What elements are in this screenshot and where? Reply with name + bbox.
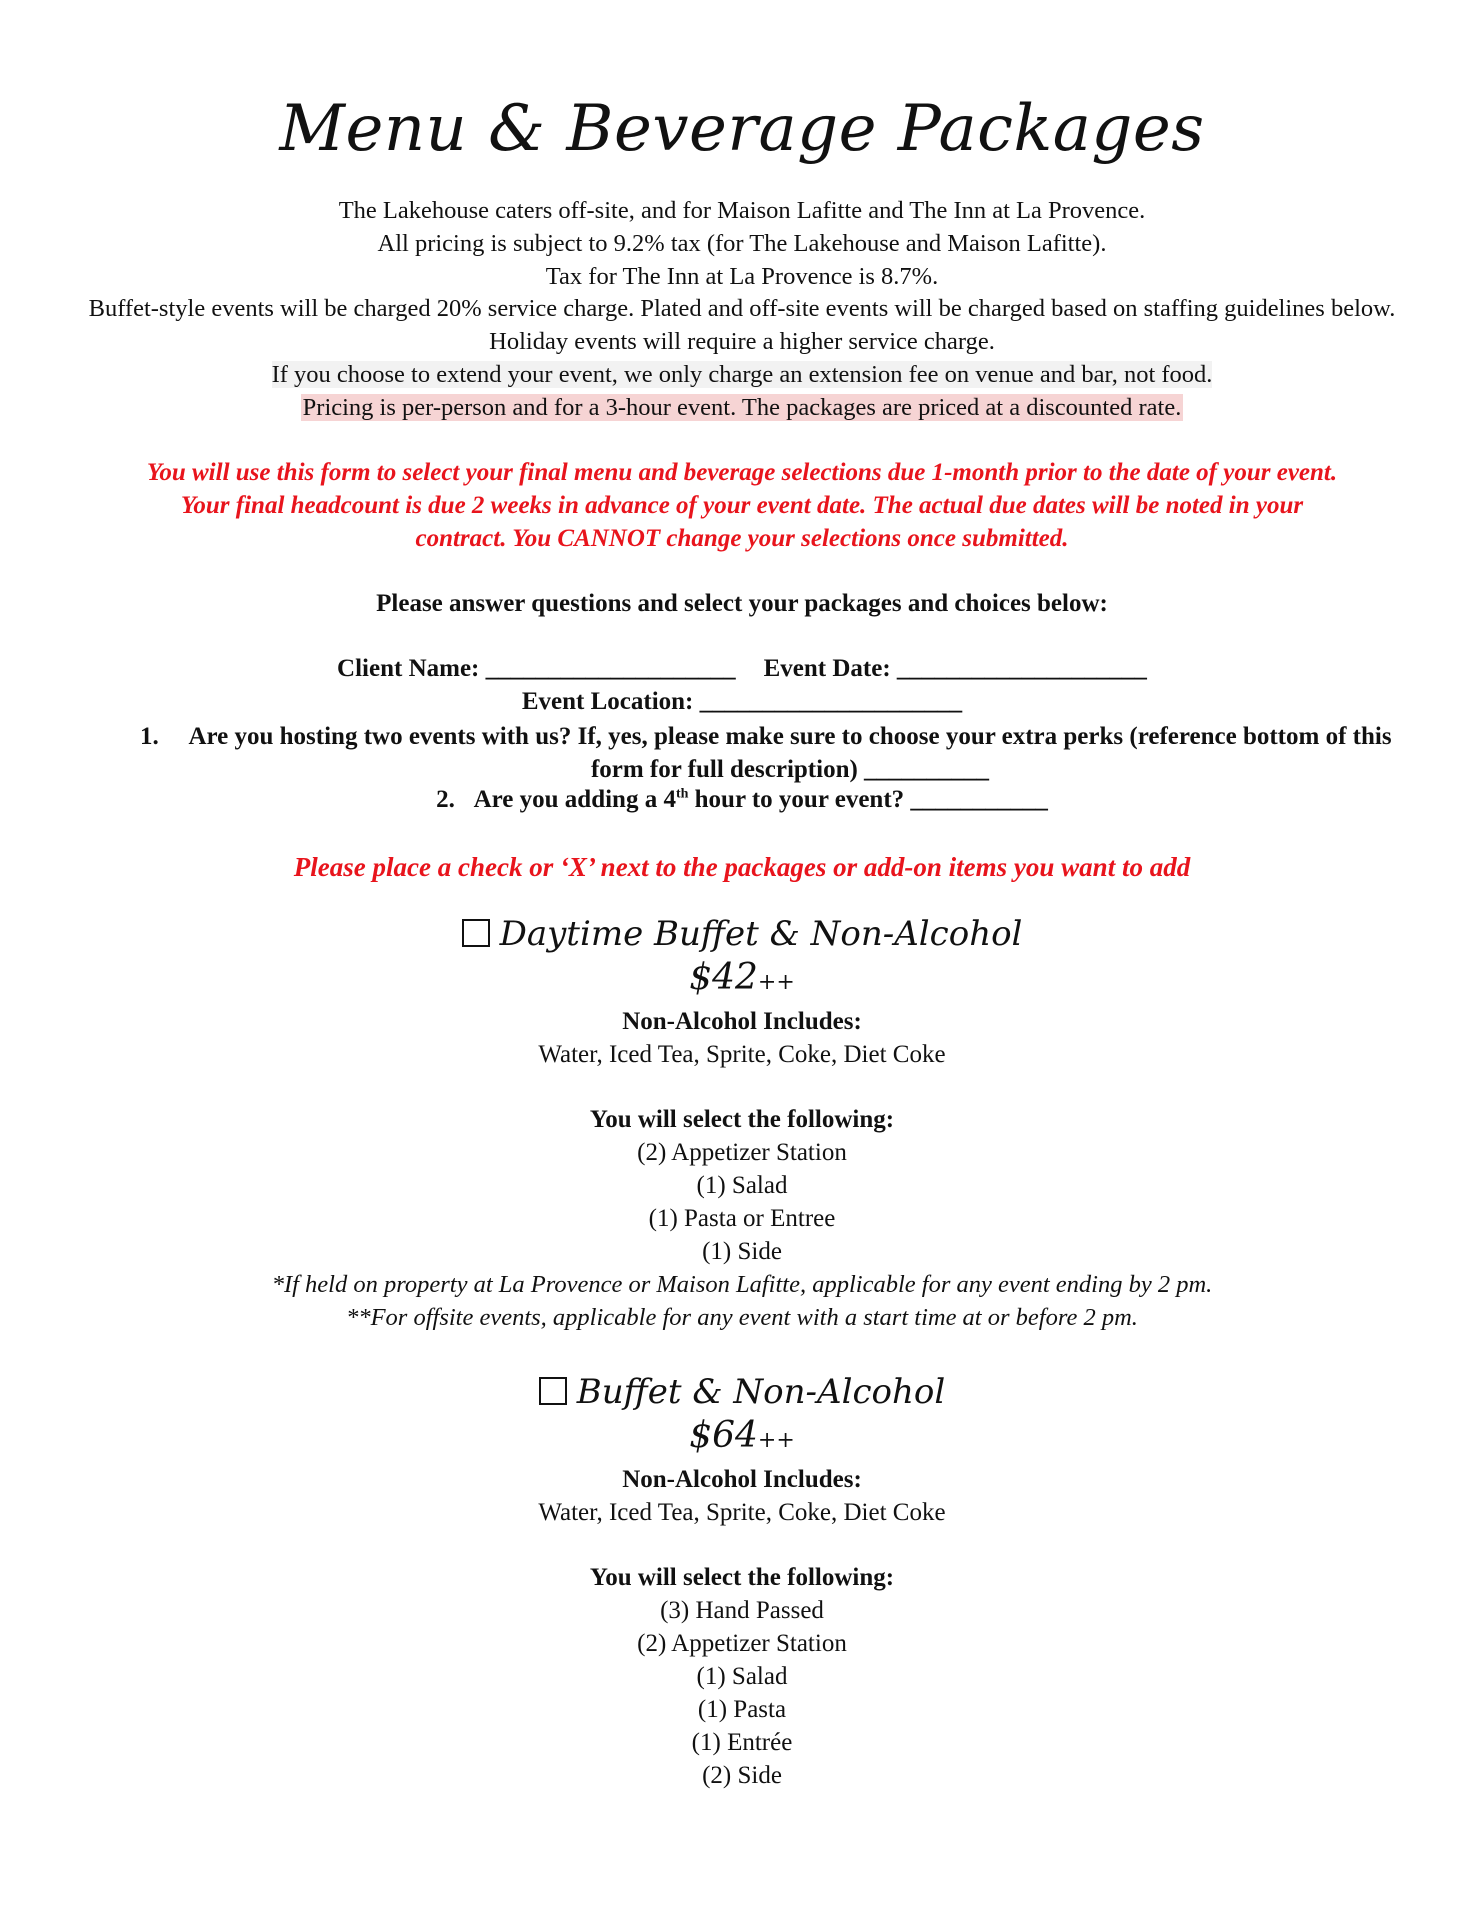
question-2-text-end[interactable]: hour to your event? ___________ bbox=[688, 786, 1048, 813]
menu-item: (3) Hand Passed bbox=[660, 1597, 824, 1624]
menu-item: (1) Pasta bbox=[697, 1696, 787, 1723]
package-name: Buffet & Non-Alcohol bbox=[576, 1372, 946, 1412]
package-daytime-buffet bbox=[0, 912, 1484, 1334]
price-value: $64 bbox=[689, 1415, 758, 1456]
price-suffix: ++ bbox=[757, 970, 795, 995]
includes-list: Water, Iced Tea, Sprite, Coke, Diet Coke bbox=[538, 1499, 946, 1526]
deadline-warning bbox=[80, 456, 1404, 555]
menu-item: (1) Salad bbox=[696, 1663, 788, 1690]
price-suffix: ++ bbox=[757, 1428, 795, 1453]
package-price bbox=[0, 1414, 1484, 1463]
event-date-field[interactable]: Event Date: ____________________ bbox=[763, 655, 1147, 682]
package-checkbox[interactable] bbox=[462, 919, 490, 947]
event-location-row bbox=[0, 688, 1484, 716]
pricing-note: Pricing is per-person and for a 3-hour event. The packages are priced at a discounted rate. bbox=[302, 393, 1182, 421]
warning-line: Your final headcount is due 2 weeks in advance of your event date. The actual due dates will be noted in your bbox=[180, 492, 1304, 519]
question-2 bbox=[0, 786, 1484, 814]
client-fields-row bbox=[0, 655, 1484, 683]
intro-line: The Lakehouse caters off-site, and for Maison Lafitte and The Inn at La Provence. bbox=[338, 197, 1146, 224]
menu-item: (2) Side bbox=[702, 1762, 782, 1789]
includes-list: Water, Iced Tea, Sprite, Coke, Diet Coke bbox=[538, 1041, 946, 1068]
package-heading bbox=[0, 1370, 1484, 1414]
warning-line: contract. You CANNOT change your selections once submitted. bbox=[415, 525, 1069, 552]
menu-item: (1) Pasta or Entree bbox=[648, 1205, 836, 1232]
package-checkbox[interactable] bbox=[539, 1377, 567, 1405]
intro-line: All pricing is subject to 9.2% tax (for The Lakehouse and Maison Lafitte). bbox=[377, 229, 1107, 257]
package-price bbox=[0, 956, 1484, 1005]
event-location-field[interactable]: Event Location: _____________________ bbox=[521, 688, 963, 715]
menu-item: (1) Salad bbox=[696, 1172, 788, 1199]
menu-item: (1) Side bbox=[702, 1238, 782, 1265]
includes-heading: Non-Alcohol Includes: bbox=[622, 1008, 862, 1035]
intro-line bbox=[60, 359, 1424, 392]
question-1 bbox=[142, 720, 1394, 786]
price-value: $42 bbox=[689, 957, 758, 998]
menu-item: (2) Appetizer Station bbox=[637, 1630, 847, 1657]
question-number: 1. bbox=[140, 723, 159, 750]
package-name: Daytime Buffet & Non-Alcohol bbox=[499, 914, 1023, 954]
select-heading: You will select the following: bbox=[589, 1106, 895, 1133]
intro-line: Tax for The Inn at La Provence is 8.7%. bbox=[545, 262, 939, 290]
package-buffet bbox=[0, 1370, 1484, 1792]
package-note: *If held on property at La Provence or Maison Lafitte, applicable for any event ending by 2 pm. bbox=[271, 1271, 1213, 1298]
intro-text bbox=[60, 195, 1424, 425]
package-heading bbox=[0, 912, 1484, 956]
client-name-field[interactable]: Client Name: ____________________ bbox=[337, 655, 736, 682]
select-heading: You will select the following: bbox=[589, 1564, 895, 1591]
page-title: Menu & Beverage Packages bbox=[279, 92, 1205, 166]
warning-line: You will use this form to select your final menu and beverage selections due 1-month prior to the date of your event. bbox=[146, 459, 1338, 486]
intro-line-highlighted bbox=[60, 392, 1424, 425]
checkbox-instruction: Please place a check or ‘X’ next to the packages or add-on items you want to add bbox=[293, 852, 1191, 882]
menu-item: (2) Appetizer Station bbox=[637, 1139, 847, 1166]
intro-line-text: If you choose to extend your event, we only charge an extension fee on venue and bar, not food. bbox=[271, 360, 1213, 388]
menu-item: (1) Entrée bbox=[691, 1729, 793, 1756]
package-note: **For offsite events, applicable for any event with a start time at or before 2 pm. bbox=[346, 1304, 1138, 1331]
superscript: th bbox=[675, 786, 689, 802]
question-number: 2. bbox=[436, 786, 455, 813]
question-1-text[interactable]: Are you hosting two events with us? If, yes, please make sure to choose your extra perks (reference bottom of this form for full description) __________ bbox=[188, 723, 1392, 783]
form-prompt: Please answer questions and select your packages and choices below: bbox=[376, 590, 1108, 617]
includes-heading: Non-Alcohol Includes: bbox=[622, 1466, 862, 1493]
intro-line: Buffet-style events will be charged 20% service charge. Plated and off-site events will be charged based on staffing guidelines below. bbox=[88, 295, 1396, 323]
question-2-text-start: Are you adding a 4 bbox=[473, 786, 676, 813]
intro-line: Holiday events will require a higher service charge. bbox=[489, 328, 995, 356]
